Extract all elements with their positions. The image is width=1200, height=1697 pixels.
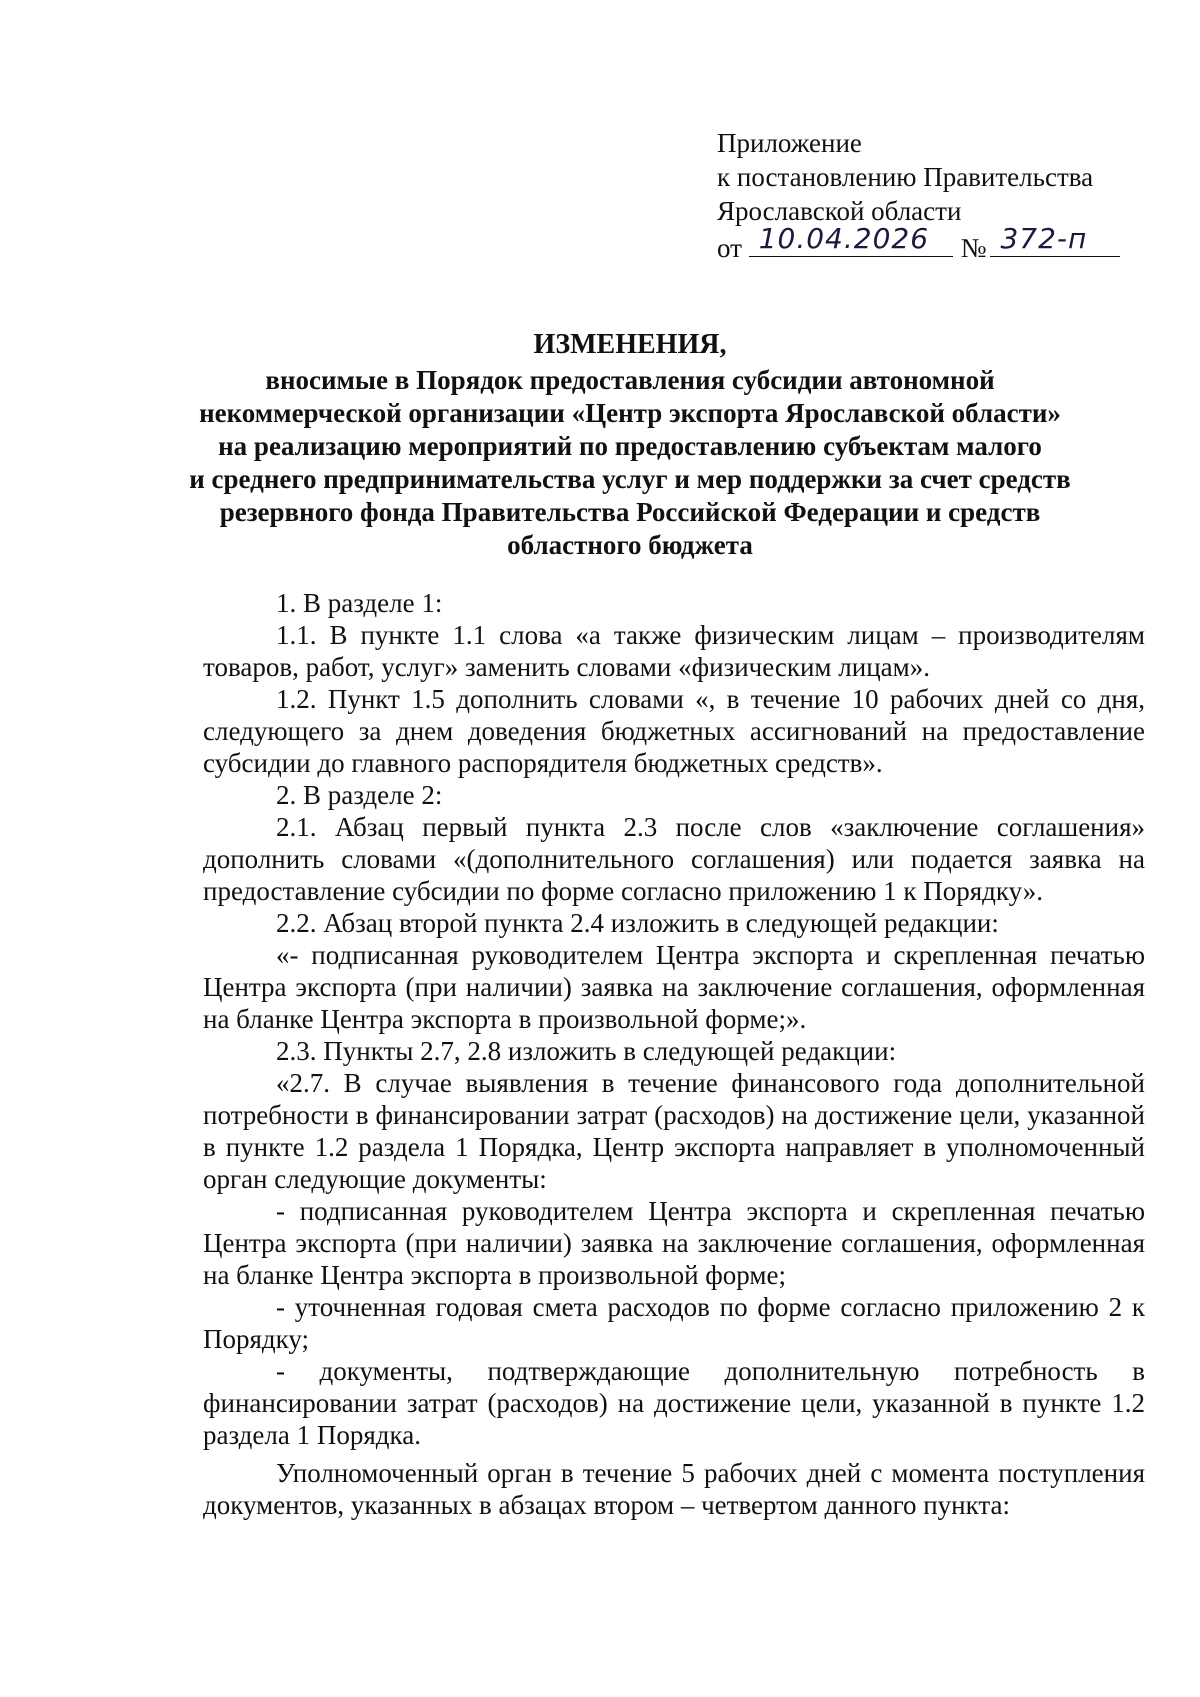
paragraph: - уточненная годовая смета расходов по форме согласно приложению 2 к Порядку; bbox=[203, 1292, 1145, 1354]
heading-line: некоммерческой организации «Центр экспорта Ярославской области» bbox=[199, 398, 1061, 428]
paragraph: «2.7. В случае выявления в течение финансового года дополнительной потребности в финансировании затрат (расходов) на достижение цели, указанной в пункте 1.2 раздела 1 Порядка, Центр экспорта направляет в уполномоченный орган следующие документы: bbox=[203, 1068, 1145, 1194]
heading-line: на реализацию мероприятий по предоставлению субъектам малого bbox=[218, 431, 1042, 461]
handwritten-date: 10.04.2026 bbox=[758, 222, 930, 255]
document-body bbox=[203, 587, 1145, 1521]
paragraph: 2.1. Абзац первый пункта 2.3 после слов «заключение соглашения» дополнить словами «(дополнительного соглашения) или подается заявка на предоставление субсидии по форме согласно приложению 1 к Порядку». bbox=[203, 812, 1145, 906]
heading-line: резервного фонда Правительства Российской Федерации и средств bbox=[219, 497, 1041, 527]
paragraph: - документы, подтверждающие дополнительную потребность в финансировании затрат (расходов) на достижение цели, указанной в пункте 1.2 раздела 1 Порядка. bbox=[203, 1356, 1145, 1450]
appendix-title: Приложение bbox=[717, 128, 862, 158]
number-label: № bbox=[960, 233, 987, 263]
appendix-region: Ярославской области bbox=[717, 196, 962, 226]
paragraph: 2.3. Пункты 2.7, 2.8 изложить в следующей редакции: bbox=[276, 1036, 897, 1066]
date-prefix: от bbox=[717, 233, 742, 263]
appendix-reference: к постановлению Правительства bbox=[717, 162, 1094, 192]
heading-line: вносимые в Порядок предоставления субсидии автономной bbox=[265, 365, 995, 395]
paragraph: 2.2. Абзац второй пункта 2.4 изложить в следующей редакции: bbox=[276, 908, 999, 938]
handwritten-number: 372-п bbox=[1000, 222, 1088, 255]
appendix-date-line bbox=[717, 222, 1120, 265]
paragraph: 2. В разделе 2: bbox=[276, 780, 443, 810]
paragraph: Уполномоченный орган в течение 5 рабочих дней с момента поступления документов, указанных в абзацах втором – четвертом данного пункта: bbox=[203, 1458, 1145, 1520]
document-heading bbox=[150, 328, 1110, 562]
appendix-block bbox=[717, 126, 1120, 265]
paragraph: «- подписанная руководителем Центра экспорта и скрепленная печатью Центра экспорта (при наличии) заявка на заключение соглашения, оформленная на бланке Центра экспорта в произвольной форме;». bbox=[203, 940, 1145, 1034]
date-field bbox=[749, 222, 953, 257]
heading-line: областного бюджета bbox=[507, 530, 753, 560]
paragraph: 1.1. В пункте 1.1 слова «а также физическим лицам – производителям товаров, работ, услуг» заменить словами «физическим лицам». bbox=[203, 620, 1145, 682]
paragraph: 1. В разделе 1: bbox=[276, 588, 443, 618]
number-field bbox=[990, 222, 1120, 257]
paragraph: 1.2. Пункт 1.5 дополнить словами «, в течение 10 рабочих дней со дня, следующего за днем доведения бюджетных ассигнований на предоставление субсидии до главного распорядителя бюджетных средств». bbox=[203, 684, 1145, 778]
document-title: ИЗМЕНЕНИЯ, bbox=[533, 329, 727, 360]
heading-line: и среднего предпринимательства услуг и мер поддержки за счет средств bbox=[189, 464, 1071, 494]
paragraph: - подписанная руководителем Центра экспорта и скрепленная печатью Центра экспорта (при наличии) заявка на заключение соглашения, оформленная на бланке Центра экспорта в произвольной форме; bbox=[203, 1196, 1145, 1290]
